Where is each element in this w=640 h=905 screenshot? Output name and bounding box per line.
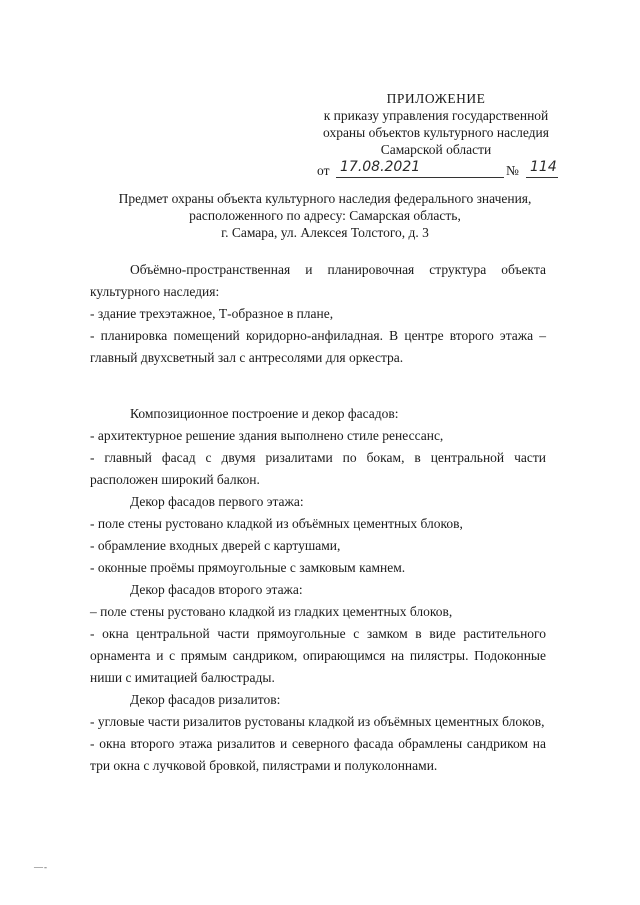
structure-item: - здание трехэтажное, Т-образное в плане, [90,306,334,321]
number-label: № [506,163,519,178]
title-line-1: Предмет охраны объекта культурного наследия федерального значения, [118,191,532,206]
handwritten-date: 17.08.2021 [340,159,421,175]
floor2-item: – поле стены рустовано кладкой из гладких цементных блоков, [90,604,453,619]
composition-heading: Композиционное построение и декор фасадов: [130,406,399,421]
order-date-line [306,159,566,179]
composition-item: - архитектурное решение здания выполнено стиле ренессанс, [90,428,444,443]
date-prefix: от [317,163,330,178]
footer-mark: —- [34,862,48,872]
number-underline [526,177,558,178]
risalit-item: - угловые части ризалитов рустованы кладкой из объёмных цементных блоков, [90,714,545,729]
document-body [90,259,546,777]
floor1-item: - поле стены рустовано кладкой из объёмных цементных блоков, [90,516,463,531]
floor2-heading: Декор фасадов второго этажа: [130,582,303,597]
floor1-item: - оконные проёмы прямоугольные с замковым камнем. [90,560,406,575]
section-gap [90,369,546,403]
handwritten-number: 114 [530,159,557,175]
risalit-item: - окна второго этажа ризалитов и северного фасада обрамлены сандриком на три окна с лучковой бровкой, пилястрами и полуколоннами. [90,736,546,773]
date-underline [336,177,504,178]
document-title [100,190,550,241]
floor1-heading: Декор фасадов первого этажа: [130,494,304,509]
appendix-line-1: к приказу управления государственной [323,108,549,123]
structure-heading: Объёмно-пространственная и планировочная структура объекта культурного наследия: [90,262,546,299]
composition-item: - главный фасад с двумя ризалитами по бокам, в центральной части расположен широкий балкон. [90,450,546,487]
title-line-2: расположенного по адресу: Самарская область, [189,208,461,223]
floor2-item: - окна центральной части прямоугольные с замком в виде растительного орнамента и с прямым сандриком, опирающимся на пилястры. Подоконные ниши с имитацией балюстрады. [90,626,546,685]
appendix-line-3: Самарской области [380,142,492,157]
appendix-line-2: охраны объектов культурного наследия [323,125,549,140]
title-line-3: г. Самара, ул. Алексея Толстого, д. 3 [221,225,429,240]
appendix-heading: ПРИЛОЖЕНИЕ [386,91,486,106]
appendix-block [306,90,566,179]
floor1-item: - обрамление входных дверей с картушами, [90,538,341,553]
structure-item: - планировка помещений коридорно-анфиладная. В центре второго этажа – главный двухсветный зал с антресолями для оркестра. [90,328,546,365]
risalit-heading: Декор фасадов ризалитов: [130,692,281,707]
